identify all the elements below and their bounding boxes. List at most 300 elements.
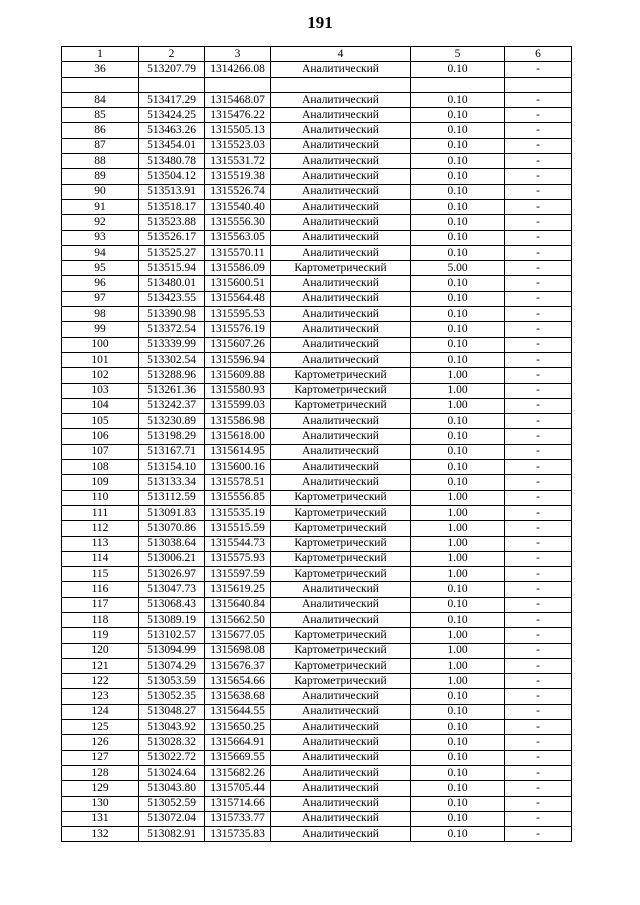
accuracy-cell: 0.10 <box>411 215 505 230</box>
accuracy-cell: 1.00 <box>411 628 505 643</box>
point-number-cell: 92 <box>62 215 139 230</box>
note-cell: - <box>505 811 572 826</box>
point-number-cell: 91 <box>62 199 139 214</box>
x-coordinate-cell: 513417.29 <box>139 92 205 107</box>
x-coordinate-cell: 513242.37 <box>139 398 205 413</box>
note-cell: - <box>505 291 572 306</box>
method-cell: Аналитический <box>271 827 411 842</box>
accuracy-cell: 0.10 <box>411 827 505 842</box>
note-cell: - <box>505 352 572 367</box>
accuracy-cell: 0.10 <box>411 811 505 826</box>
table-row <box>62 276 572 291</box>
table-row <box>62 261 572 276</box>
method-cell: Аналитический <box>271 582 411 597</box>
accuracy-cell: 0.10 <box>411 291 505 306</box>
method-cell: Картометрический <box>271 674 411 689</box>
accuracy-cell: 1.00 <box>411 536 505 551</box>
method-cell: Картометрический <box>271 536 411 551</box>
point-number-cell: 110 <box>62 490 139 505</box>
table-row <box>62 108 572 123</box>
table-row <box>62 490 572 505</box>
table-row <box>62 796 572 811</box>
note-cell: - <box>505 230 572 245</box>
accuracy-cell: 0.10 <box>411 414 505 429</box>
note-cell: - <box>505 276 572 291</box>
table-row <box>62 720 572 735</box>
accuracy-cell: 0.10 <box>411 307 505 322</box>
y-coordinate-cell: 1315505.13 <box>205 123 271 138</box>
point-number-cell: 94 <box>62 245 139 260</box>
point-number-cell: 101 <box>62 352 139 367</box>
method-cell: Аналитический <box>271 414 411 429</box>
x-coordinate-cell: 513102.57 <box>139 628 205 643</box>
method-cell: Картометрический <box>271 643 411 658</box>
y-coordinate-cell: 1315607.26 <box>205 337 271 352</box>
y-coordinate-cell: 1315609.88 <box>205 368 271 383</box>
note-cell: - <box>505 215 572 230</box>
column-header-4: 4 <box>271 47 411 62</box>
method-cell: Аналитический <box>271 138 411 153</box>
method-cell: Аналитический <box>271 154 411 169</box>
point-number-cell: 111 <box>62 505 139 520</box>
x-coordinate-cell: 513028.32 <box>139 735 205 750</box>
point-number-cell: 131 <box>62 811 139 826</box>
table-row <box>62 368 572 383</box>
y-coordinate-cell: 1315599.03 <box>205 398 271 413</box>
column-header-3: 3 <box>205 47 271 62</box>
accuracy-cell: 0.10 <box>411 781 505 796</box>
point-number-cell: 98 <box>62 307 139 322</box>
note-cell: - <box>505 307 572 322</box>
x-coordinate-cell: 513302.54 <box>139 352 205 367</box>
table-row <box>62 750 572 765</box>
x-coordinate-cell: 513463.26 <box>139 123 205 138</box>
point-number-cell <box>62 77 139 92</box>
x-coordinate-cell: 513480.01 <box>139 276 205 291</box>
method-cell: Аналитический <box>271 720 411 735</box>
method-cell: Аналитический <box>271 108 411 123</box>
table-row <box>62 398 572 413</box>
table-row <box>62 169 572 184</box>
table-row <box>62 521 572 536</box>
note-cell <box>505 77 572 92</box>
note-cell: - <box>505 169 572 184</box>
point-number-cell: 126 <box>62 735 139 750</box>
method-cell: Аналитический <box>271 689 411 704</box>
x-coordinate-cell: 513026.97 <box>139 567 205 582</box>
x-coordinate-cell: 513515.94 <box>139 261 205 276</box>
accuracy-cell: 0.10 <box>411 108 505 123</box>
y-coordinate-cell: 1315526.74 <box>205 184 271 199</box>
y-coordinate-cell: 1315523.03 <box>205 138 271 153</box>
x-coordinate-cell: 513048.27 <box>139 704 205 719</box>
x-coordinate-cell: 513513.91 <box>139 184 205 199</box>
method-cell: Аналитический <box>271 337 411 352</box>
table-row <box>62 429 572 444</box>
accuracy-cell: 0.10 <box>411 245 505 260</box>
x-coordinate-cell: 513167.71 <box>139 444 205 459</box>
table-row <box>62 628 572 643</box>
note-cell: - <box>505 551 572 566</box>
y-coordinate-cell: 1315515.59 <box>205 521 271 536</box>
x-coordinate-cell: 513504.12 <box>139 169 205 184</box>
accuracy-cell: 0.10 <box>411 322 505 337</box>
y-coordinate-cell: 1315669.55 <box>205 750 271 765</box>
accuracy-cell: 0.10 <box>411 62 505 77</box>
point-number-cell: 85 <box>62 108 139 123</box>
table-row <box>62 77 572 92</box>
accuracy-cell: 0.10 <box>411 169 505 184</box>
point-number-cell: 117 <box>62 597 139 612</box>
y-coordinate-cell: 1315596.94 <box>205 352 271 367</box>
accuracy-cell: 0.10 <box>411 154 505 169</box>
point-number-cell: 121 <box>62 658 139 673</box>
y-coordinate-cell: 1315714.66 <box>205 796 271 811</box>
method-cell: Картометрический <box>271 551 411 566</box>
x-coordinate-cell: 513053.59 <box>139 674 205 689</box>
point-number-cell: 87 <box>62 138 139 153</box>
accuracy-cell: 0.10 <box>411 750 505 765</box>
x-coordinate-cell <box>139 77 205 92</box>
note-cell: - <box>505 720 572 735</box>
x-coordinate-cell: 513091.83 <box>139 505 205 520</box>
column-header-2: 2 <box>139 47 205 62</box>
y-coordinate-cell: 1315638.68 <box>205 689 271 704</box>
y-coordinate-cell: 1315618.00 <box>205 429 271 444</box>
method-cell: Картометрический <box>271 628 411 643</box>
point-number-cell: 122 <box>62 674 139 689</box>
note-cell: - <box>505 444 572 459</box>
method-cell: Аналитический <box>271 123 411 138</box>
note-cell: - <box>505 414 572 429</box>
method-cell: Аналитический <box>271 92 411 107</box>
point-number-cell: 127 <box>62 750 139 765</box>
y-coordinate-cell: 1315580.93 <box>205 383 271 398</box>
point-number-cell: 104 <box>62 398 139 413</box>
table-row <box>62 765 572 780</box>
method-cell: Аналитический <box>271 352 411 367</box>
point-number-cell: 102 <box>62 368 139 383</box>
point-number-cell: 113 <box>62 536 139 551</box>
point-number-cell: 124 <box>62 704 139 719</box>
x-coordinate-cell: 513068.43 <box>139 597 205 612</box>
x-coordinate-cell: 513089.19 <box>139 612 205 627</box>
table-body <box>62 62 572 842</box>
y-coordinate-cell: 1315595.53 <box>205 307 271 322</box>
x-coordinate-cell: 513423.55 <box>139 291 205 306</box>
method-cell: Аналитический <box>271 199 411 214</box>
method-cell: Аналитический <box>271 704 411 719</box>
note-cell: - <box>505 383 572 398</box>
x-coordinate-cell: 513288.96 <box>139 368 205 383</box>
point-number-cell: 36 <box>62 62 139 77</box>
accuracy-cell: 0.10 <box>411 612 505 627</box>
table-row <box>62 735 572 750</box>
method-cell: Аналитический <box>271 62 411 77</box>
method-cell: Аналитический <box>271 276 411 291</box>
x-coordinate-cell: 513074.29 <box>139 658 205 673</box>
method-cell: Картометрический <box>271 368 411 383</box>
note-cell: - <box>505 689 572 704</box>
point-number-cell: 97 <box>62 291 139 306</box>
table-row <box>62 460 572 475</box>
method-cell: Аналитический <box>271 245 411 260</box>
y-coordinate-cell: 1315476.22 <box>205 108 271 123</box>
method-cell: Аналитический <box>271 184 411 199</box>
y-coordinate-cell: 1315698.08 <box>205 643 271 658</box>
coordinates-table <box>61 46 572 842</box>
table-row <box>62 322 572 337</box>
table-row <box>62 643 572 658</box>
method-cell: Аналитический <box>271 230 411 245</box>
note-cell: - <box>505 245 572 260</box>
y-coordinate-cell: 1315733.77 <box>205 811 271 826</box>
y-coordinate-cell: 1315535.19 <box>205 505 271 520</box>
accuracy-cell: 0.10 <box>411 765 505 780</box>
note-cell: - <box>505 704 572 719</box>
y-coordinate-cell: 1315619.25 <box>205 582 271 597</box>
point-number-cell: 103 <box>62 383 139 398</box>
x-coordinate-cell: 513454.01 <box>139 138 205 153</box>
table-row <box>62 704 572 719</box>
table-row <box>62 337 572 352</box>
note-cell: - <box>505 199 572 214</box>
y-coordinate-cell: 1315664.91 <box>205 735 271 750</box>
method-cell: Аналитический <box>271 444 411 459</box>
note-cell: - <box>505 735 572 750</box>
accuracy-cell: 1.00 <box>411 643 505 658</box>
table-row <box>62 307 572 322</box>
table-row <box>62 92 572 107</box>
point-number-cell: 108 <box>62 460 139 475</box>
y-coordinate-cell: 1315544.73 <box>205 536 271 551</box>
method-cell: Аналитический <box>271 322 411 337</box>
note-cell: - <box>505 108 572 123</box>
table-row <box>62 245 572 260</box>
note-cell: - <box>505 261 572 276</box>
method-cell <box>271 77 411 92</box>
method-cell: Картометрический <box>271 261 411 276</box>
table-row <box>62 138 572 153</box>
x-coordinate-cell: 513518.17 <box>139 199 205 214</box>
y-coordinate-cell: 1315586.98 <box>205 414 271 429</box>
table-row <box>62 230 572 245</box>
table-row <box>62 291 572 306</box>
note-cell: - <box>505 628 572 643</box>
table-row <box>62 184 572 199</box>
accuracy-cell: 0.10 <box>411 689 505 704</box>
y-coordinate-cell: 1315640.84 <box>205 597 271 612</box>
x-coordinate-cell: 513525.27 <box>139 245 205 260</box>
method-cell: Картометрический <box>271 383 411 398</box>
point-number-cell: 109 <box>62 475 139 490</box>
method-cell: Аналитический <box>271 597 411 612</box>
point-number-cell: 95 <box>62 261 139 276</box>
y-coordinate-cell: 1315682.26 <box>205 765 271 780</box>
y-coordinate-cell <box>205 77 271 92</box>
y-coordinate-cell: 1315676.37 <box>205 658 271 673</box>
point-number-cell: 115 <box>62 567 139 582</box>
y-coordinate-cell: 1314266.08 <box>205 62 271 77</box>
x-coordinate-cell: 513198.29 <box>139 429 205 444</box>
accuracy-cell: 0.10 <box>411 92 505 107</box>
note-cell: - <box>505 658 572 673</box>
table-row <box>62 352 572 367</box>
note-cell: - <box>505 765 572 780</box>
x-coordinate-cell: 513339.99 <box>139 337 205 352</box>
accuracy-cell: 1.00 <box>411 521 505 536</box>
x-coordinate-cell: 513154.10 <box>139 460 205 475</box>
point-number-cell: 90 <box>62 184 139 199</box>
note-cell: - <box>505 154 572 169</box>
x-coordinate-cell: 513043.80 <box>139 781 205 796</box>
note-cell: - <box>505 368 572 383</box>
accuracy-cell: 1.00 <box>411 658 505 673</box>
accuracy-cell: 0.10 <box>411 230 505 245</box>
x-coordinate-cell: 513024.64 <box>139 765 205 780</box>
note-cell: - <box>505 490 572 505</box>
accuracy-cell: 1.00 <box>411 567 505 582</box>
y-coordinate-cell: 1315519.38 <box>205 169 271 184</box>
method-cell: Аналитический <box>271 612 411 627</box>
y-coordinate-cell: 1315644.55 <box>205 704 271 719</box>
accuracy-cell: 1.00 <box>411 505 505 520</box>
table-row <box>62 582 572 597</box>
note-cell: - <box>505 398 572 413</box>
table-row <box>62 827 572 842</box>
x-coordinate-cell: 513207.79 <box>139 62 205 77</box>
method-cell: Аналитический <box>271 460 411 475</box>
y-coordinate-cell: 1315597.59 <box>205 567 271 582</box>
note-cell: - <box>505 582 572 597</box>
accuracy-cell: 1.00 <box>411 674 505 689</box>
x-coordinate-cell: 513112.59 <box>139 490 205 505</box>
point-number-cell: 118 <box>62 612 139 627</box>
method-cell: Картометрический <box>271 658 411 673</box>
method-cell: Аналитический <box>271 169 411 184</box>
table-row <box>62 536 572 551</box>
y-coordinate-cell: 1315556.85 <box>205 490 271 505</box>
note-cell: - <box>505 475 572 490</box>
table-row <box>62 612 572 627</box>
method-cell: Аналитический <box>271 215 411 230</box>
x-coordinate-cell: 513070.86 <box>139 521 205 536</box>
point-number-cell: 114 <box>62 551 139 566</box>
point-number-cell: 112 <box>62 521 139 536</box>
accuracy-cell: 0.10 <box>411 475 505 490</box>
method-cell: Аналитический <box>271 750 411 765</box>
note-cell: - <box>505 796 572 811</box>
table-row <box>62 781 572 796</box>
note-cell: - <box>505 62 572 77</box>
note-cell: - <box>505 674 572 689</box>
x-coordinate-cell: 513022.72 <box>139 750 205 765</box>
page-number: 191 <box>307 13 333 32</box>
y-coordinate-cell: 1315531.72 <box>205 154 271 169</box>
accuracy-cell: 0.10 <box>411 460 505 475</box>
table-row <box>62 123 572 138</box>
y-coordinate-cell: 1315677.05 <box>205 628 271 643</box>
y-coordinate-cell: 1315735.83 <box>205 827 271 842</box>
method-cell: Аналитический <box>271 811 411 826</box>
note-cell: - <box>505 536 572 551</box>
accuracy-cell: 0.10 <box>411 582 505 597</box>
y-coordinate-cell: 1315468.07 <box>205 92 271 107</box>
point-number-cell: 88 <box>62 154 139 169</box>
accuracy-cell: 1.00 <box>411 368 505 383</box>
note-cell: - <box>505 322 572 337</box>
method-cell: Аналитический <box>271 307 411 322</box>
point-number-cell: 125 <box>62 720 139 735</box>
point-number-cell: 89 <box>62 169 139 184</box>
x-coordinate-cell: 513082.91 <box>139 827 205 842</box>
y-coordinate-cell: 1315662.50 <box>205 612 271 627</box>
y-coordinate-cell: 1315600.51 <box>205 276 271 291</box>
note-cell: - <box>505 597 572 612</box>
accuracy-cell: 1.00 <box>411 490 505 505</box>
x-coordinate-cell: 513261.36 <box>139 383 205 398</box>
y-coordinate-cell: 1315575.93 <box>205 551 271 566</box>
point-number-cell: 129 <box>62 781 139 796</box>
table-row <box>62 62 572 77</box>
method-cell: Картометрический <box>271 567 411 582</box>
point-number-cell: 96 <box>62 276 139 291</box>
y-coordinate-cell: 1315614.95 <box>205 444 271 459</box>
y-coordinate-cell: 1315600.16 <box>205 460 271 475</box>
x-coordinate-cell: 513072.04 <box>139 811 205 826</box>
x-coordinate-cell: 513094.99 <box>139 643 205 658</box>
y-coordinate-cell: 1315705.44 <box>205 781 271 796</box>
point-number-cell: 86 <box>62 123 139 138</box>
x-coordinate-cell: 513230.89 <box>139 414 205 429</box>
accuracy-cell: 0.10 <box>411 184 505 199</box>
column-header-6: 6 <box>505 47 572 62</box>
y-coordinate-cell: 1315540.40 <box>205 199 271 214</box>
column-header-1: 1 <box>62 47 139 62</box>
accuracy-cell: 0.10 <box>411 704 505 719</box>
note-cell: - <box>505 460 572 475</box>
method-cell: Картометрический <box>271 398 411 413</box>
table-row <box>62 811 572 826</box>
note-cell: - <box>505 429 572 444</box>
x-coordinate-cell: 513480.78 <box>139 154 205 169</box>
table-row <box>62 658 572 673</box>
table-row <box>62 689 572 704</box>
accuracy-cell: 0.10 <box>411 352 505 367</box>
note-cell: - <box>505 184 572 199</box>
table-row <box>62 154 572 169</box>
accuracy-cell <box>411 77 505 92</box>
y-coordinate-cell: 1315556.30 <box>205 215 271 230</box>
point-number-cell: 116 <box>62 582 139 597</box>
accuracy-cell: 5.00 <box>411 261 505 276</box>
table-row <box>62 215 572 230</box>
y-coordinate-cell: 1315578.51 <box>205 475 271 490</box>
accuracy-cell: 0.10 <box>411 796 505 811</box>
accuracy-cell: 0.10 <box>411 138 505 153</box>
accuracy-cell: 1.00 <box>411 383 505 398</box>
note-cell: - <box>505 337 572 352</box>
point-number-cell: 120 <box>62 643 139 658</box>
note-cell: - <box>505 781 572 796</box>
table-row <box>62 505 572 520</box>
method-cell: Аналитический <box>271 475 411 490</box>
note-cell: - <box>505 92 572 107</box>
point-number-cell: 107 <box>62 444 139 459</box>
accuracy-cell: 0.10 <box>411 429 505 444</box>
point-number-cell: 130 <box>62 796 139 811</box>
x-coordinate-cell: 513133.34 <box>139 475 205 490</box>
